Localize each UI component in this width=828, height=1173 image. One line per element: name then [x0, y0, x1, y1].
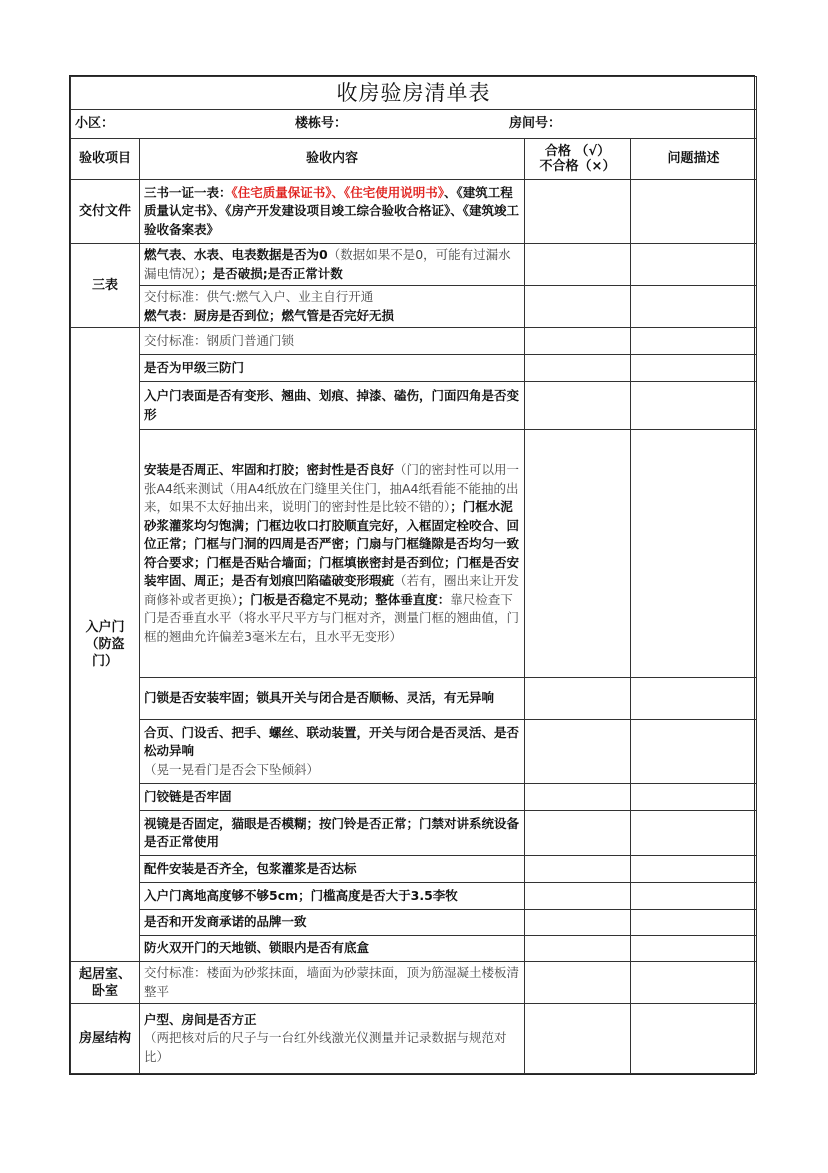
- content-cell: 入户门表面是否有变形、翘曲、划痕、掉漆、磕伤，门面四角是否变形: [140, 382, 525, 430]
- pass-cell[interactable]: [525, 355, 631, 382]
- issue-cell[interactable]: [631, 430, 757, 678]
- content-cell: 入户门离地高度够不够5cm；门槛高度是否大于3.5李牧: [140, 883, 525, 910]
- inspection-table: [70, 76, 757, 1074]
- table-row: [71, 910, 757, 936]
- pass-cell[interactable]: [525, 180, 631, 244]
- category-delivery: 交付文件: [71, 180, 140, 244]
- pass-cell[interactable]: [525, 430, 631, 678]
- issue-cell[interactable]: [631, 962, 757, 1004]
- issue-cell[interactable]: [631, 355, 757, 382]
- issue-cell[interactable]: [631, 936, 757, 962]
- category-living: 起居室、 卧室: [71, 962, 140, 1004]
- header-item: 验收项目: [71, 139, 140, 180]
- issue-cell[interactable]: [631, 678, 757, 720]
- content-cell: 门锁是否安装牢固；锁具开关与闭合是否顺畅、灵活，有无异响: [140, 678, 525, 720]
- issue-cell[interactable]: [631, 244, 757, 286]
- content-cell: 燃气表、水表、电表数据是否为0（数据如果不是0，可能有过漏水漏电情况）；是否破损;是否正常计数: [140, 244, 525, 286]
- content-cell: 交付标准：钢质门普通门锁: [140, 328, 525, 355]
- pass-cell[interactable]: [525, 244, 631, 286]
- table-row: [71, 811, 757, 856]
- table-row: [71, 720, 757, 784]
- issue-cell[interactable]: [631, 910, 757, 936]
- header-pass: [525, 139, 631, 180]
- table-row: [71, 382, 757, 430]
- pass-cell[interactable]: [525, 1004, 631, 1074]
- content-cell: 是否和开发商承诺的品牌一致: [140, 910, 525, 936]
- pass-cell[interactable]: [525, 784, 631, 811]
- content-cell: 户型、房间是否方正 （两把核对后的尺子与一台红外线激光仪测量并记录数据与规范对比）: [140, 1004, 525, 1074]
- info-row: [71, 110, 757, 139]
- pass-cell[interactable]: [525, 883, 631, 910]
- pass-cell[interactable]: [525, 936, 631, 962]
- issue-cell[interactable]: [631, 1004, 757, 1074]
- category-door: 入户门 （防盗 门）: [71, 328, 140, 962]
- issue-cell[interactable]: [631, 328, 757, 355]
- table-row: [71, 430, 757, 678]
- table-row: [71, 355, 757, 382]
- content-cell: 是否为甲级三防门: [140, 355, 525, 382]
- table-row: [71, 883, 757, 910]
- content-cell: 视镜是否固定，猫眼是否模糊；按门铃是否正常；门禁对讲系统设备是否正常使用: [140, 811, 525, 856]
- pass-cell[interactable]: [525, 856, 631, 883]
- issue-cell[interactable]: [631, 811, 757, 856]
- building-label: 楼栋号：: [295, 115, 348, 131]
- issue-cell[interactable]: [631, 286, 757, 328]
- pass-cell[interactable]: [525, 286, 631, 328]
- table-row: [71, 244, 757, 286]
- pass-cell[interactable]: [525, 678, 631, 720]
- community-label: 小区：: [75, 115, 115, 131]
- title-row: [71, 77, 757, 110]
- inspection-form: [69, 75, 755, 1075]
- issue-cell[interactable]: [631, 883, 757, 910]
- header-content: 验收内容: [140, 139, 525, 180]
- room-label: 房间号：: [509, 115, 562, 131]
- pass-cell[interactable]: [525, 811, 631, 856]
- issue-cell[interactable]: [631, 382, 757, 430]
- pass-cell[interactable]: [525, 720, 631, 784]
- content-cell: 交付标准：供气:燃气入户、业主自行开通 燃气表：厨房是否到位；燃气管是否完好无损: [140, 286, 525, 328]
- category-meters: 三表: [71, 244, 140, 328]
- pass-cell[interactable]: [525, 962, 631, 1004]
- table-row: [71, 286, 757, 328]
- table-row: [71, 180, 757, 244]
- issue-cell[interactable]: [631, 856, 757, 883]
- content-cell: 门铰链是否牢固: [140, 784, 525, 811]
- header-row: [71, 139, 757, 180]
- table-row: [71, 1004, 757, 1074]
- pass-cell[interactable]: [525, 328, 631, 355]
- content-cell: 安装是否周正、牢固和打胶；密封性是否良好（门的密封性可以用一张A4纸来测试（用A4纸放在门缝里关住门，抽A4纸看能不能抽的出来，如果不太好抽出来，说明门的密封性是比较不错的）；门框水泥砂浆灌浆均匀饱满；门框边收口打胶顺直完好，入框固定栓咬合、回位正常；门框与门洞的四周是否严密；门扇与门框缝隙是否均匀一致符合要求；门框是否贴合墙面；门框填嵌密封是否到位；门框是否安装牢固、周正；是否有划痕凹陷磕破变形瑕疵（若有，圈出来让开发商修补或者更换）；门板是否稳定不晃动；整体垂直度：靠尺检查下门是否垂直水平（将水平尺平方与门框对齐，测量门框的翘曲值，门框的翘曲允许偏差3毫米左右，且水平无变形）: [140, 430, 525, 678]
- table-row: [71, 678, 757, 720]
- header-pass-line1: 合格 （√）: [544, 144, 611, 159]
- table-row: [71, 856, 757, 883]
- issue-cell[interactable]: [631, 180, 757, 244]
- category-structure: 房屋结构: [71, 1004, 140, 1074]
- header-issue: 问题描述: [631, 139, 757, 180]
- content-cell: 三书一证一表：《住宅质量保证书》、《住宅使用说明书》、《建筑工程质量认定书》、《房产开发建设项目竣工综合验收合格证》、《建筑竣工验收备案表》: [140, 180, 525, 244]
- content-cell: 防火双开门的天地锁、锁眼内是否有底盒: [140, 936, 525, 962]
- pass-cell[interactable]: [525, 382, 631, 430]
- issue-cell[interactable]: [631, 720, 757, 784]
- header-pass-line2: 不合格（×）: [539, 159, 616, 174]
- content-cell: 交付标准：楼面为砂浆抹面，墙面为砂蒙抹面，顶为筋湿凝土楼板清整平: [140, 962, 525, 1004]
- issue-cell[interactable]: [631, 784, 757, 811]
- page-title: 收房验房清单表: [71, 77, 757, 110]
- content-cell: 合页、门设舌、把手、螺丝、联动装置，开关与闭合是否灵活、是否松动异响 （晃一晃看门是否会下坠倾斜）: [140, 720, 525, 784]
- pass-cell[interactable]: [525, 910, 631, 936]
- table-row: [71, 328, 757, 355]
- table-row: [71, 784, 757, 811]
- content-cell: 配件安装是否齐全，包浆灌浆是否达标: [140, 856, 525, 883]
- table-row: [71, 936, 757, 962]
- table-row: [71, 962, 757, 1004]
